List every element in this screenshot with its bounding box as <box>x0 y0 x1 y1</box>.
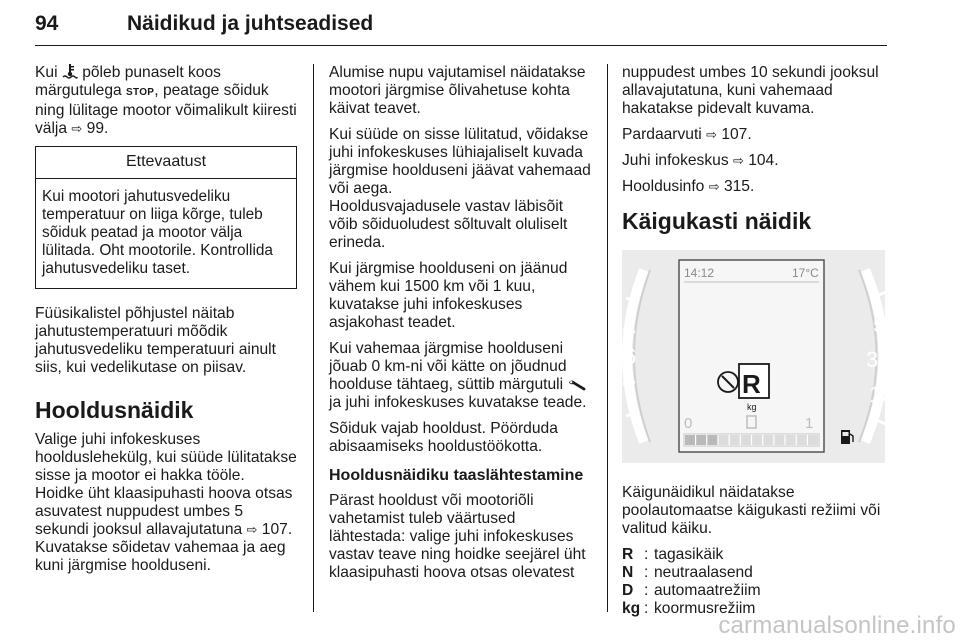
continued-paragraph: nuppudest umbes 10 sekundi jooksul allavajutatuna, kuni vahemaad hakatakse pidevalt kuvama. <box>622 64 879 117</box>
gauge-right-label-2: 30 <box>866 347 891 372</box>
service-page-paragraph <box>35 431 297 575</box>
mileage-paragraph: Hooldusvajadusele vastav läbisõit võib sõiduoludest sõltuvalt oluliselt erineda. <box>329 198 568 251</box>
gear-indicator-heading: Käigukasti näidik <box>622 208 812 234</box>
gear-mode-sub: kg <box>747 402 757 412</box>
caution-body: Kui mootori jahutusvedeliku temperatuur on liiga kõrge, tuleb sõiduk peatad ja mootor välja lülitada. Oht mootorile. Kontrollida jahutusvedeliku taset. <box>42 188 273 277</box>
legend-value: koormusrežiim <box>654 600 756 617</box>
text: . <box>749 178 755 195</box>
arrow-icon: ⇨ <box>71 121 83 136</box>
workshop-paragraph: Sõiduk vajab hooldust. Pöörduda abisaamiseks hooldustöökotta. <box>329 420 558 455</box>
fuel-segment <box>707 435 717 445</box>
text: ja juhi infokeskuses kuvatakse teade. <box>329 394 587 411</box>
text: Hooldusinfo <box>622 178 709 195</box>
arrow-icon: ⇨ <box>708 179 720 194</box>
fuel-segment <box>763 435 773 445</box>
text: Kui <box>35 64 62 81</box>
fuel-segment <box>730 435 740 445</box>
xref-driver-info <box>622 152 884 170</box>
gear-indicator-paragraph: Käigunäidikul näidatakse poolautomaatse käigukasti režiimi või valitud käiku. <box>622 484 881 537</box>
stop-indicator: STOP <box>126 87 155 98</box>
text: Valige juhi infokeskuses hoolduslehekülg, kui süüde lülitatakse sisse ja mootor ei hakka tööle. Hoidke üht klaasipuhasti hoova otsas asuvatest nuppudest umbes 5 sekundi jooksul allavajutatuna <box>35 431 297 538</box>
text: Pardaarvuti <box>622 126 707 143</box>
legend-value: tagasikäik <box>654 546 724 563</box>
column-2 <box>329 64 591 590</box>
service-indicator-heading: Hooldusnäidik <box>35 397 194 423</box>
caution-box <box>35 146 297 289</box>
reset-heading: Hooldusnäidiku taaslähtestamine <box>329 467 584 484</box>
text: . Kuvatakse sõidetav vahemaa ja aeg kuni järgmise hoolduseni. <box>35 521 293 574</box>
page-number: 94 <box>35 12 59 35</box>
oil-change-paragraph: Alumise nupu vajutamisel näidatakse mootori järgmise õlivahetuse kohta käivat teavet. <box>329 64 586 117</box>
page-ref[interactable]: 315 <box>723 178 750 195</box>
fuel-segment <box>752 435 762 445</box>
page-title: Näidikud ja juhtseadised <box>127 12 374 35</box>
legend-value: neutraalasend <box>654 564 753 581</box>
xref-service-info <box>622 178 884 196</box>
arrow-icon: ⇨ <box>706 127 717 142</box>
gear-letter: R <box>742 369 761 399</box>
ignition-paragraph: Kui süüde on sisse lülitatud, võidakse juhi infokeskuses lühiajaliselt kuvada järgmise hoolduseni jäävat vahemaad või aega. <box>329 126 591 197</box>
page-header <box>35 2 887 46</box>
fuel-segment <box>786 435 796 445</box>
column-divider-1 <box>313 64 314 612</box>
fuel-max-label: 1 <box>805 415 814 432</box>
fuel-segment <box>719 435 729 445</box>
gauge-right-label-3: 10 <box>869 382 894 407</box>
legend-value: automaatrežiim <box>654 582 761 599</box>
fuel-segment <box>741 435 751 445</box>
arrow-icon: ⇨ <box>732 153 744 168</box>
coolant-temperature-icon <box>62 64 78 79</box>
fuel-segment <box>774 435 784 445</box>
legend-sep: : <box>644 582 649 599</box>
legend-key: R <box>622 546 634 563</box>
fuel-segment <box>808 435 818 445</box>
cluster-illustration <box>622 250 894 463</box>
column-1 <box>35 64 297 583</box>
fuel-segment <box>696 435 706 445</box>
text: , peatage sõiduk ning lülitage mootor võimalikult kiiresti välja <box>35 82 297 137</box>
fuel-segment <box>797 435 807 445</box>
display-temperature: 17°C <box>792 266 819 280</box>
page-ref[interactable]: 104 <box>748 152 775 169</box>
legend-key: D <box>622 582 634 599</box>
arrow-icon: ⇨ <box>246 522 258 537</box>
text: . <box>774 152 779 169</box>
caution-title: Ettevaatust <box>36 147 296 179</box>
gear-legend <box>622 546 884 618</box>
legend-sep: : <box>644 546 649 563</box>
reset-paragraph: Pärast hooldust või mootoriõli vahetamist tuleb väärtused lähtestada: valige juhi infokeskuses vastav teave ning hoidke seejärel üht klaasipuhasti hoova otsas olevatest <box>329 492 586 581</box>
xref-trip-computer <box>622 126 884 144</box>
text: Kui vahemaa järgmise hoolduseni jõuab 0 km-ni või kätte on jõudnud hoolduse tähtaeg, süttib märgutuli <box>329 340 568 393</box>
page-ref[interactable]: 99 <box>86 120 105 137</box>
column-3 <box>622 64 894 618</box>
legend-key: N <box>622 564 634 581</box>
legend-sep: : <box>644 600 649 617</box>
gauge-right-label-1: 5 <box>873 312 886 337</box>
service-due-paragraph <box>329 340 591 412</box>
gauge-left-label: 6 <box>624 344 637 369</box>
column-divider-2 <box>607 64 608 612</box>
page-ref[interactable]: 107 <box>261 521 288 538</box>
text: . <box>747 126 752 143</box>
text: Juhi infokeskus <box>622 152 733 169</box>
watermark: carmanualsonline.info <box>718 612 956 639</box>
coolant-warning-paragraph <box>35 64 297 138</box>
reminder-paragraph: Kui järgmise hoolduseni on jäänud vähem kui 1500 km või 1 kuu, kuvatakse juhi infokeskuses asjakohast teadet. <box>329 260 568 331</box>
fuel-min-label: 0 <box>684 415 693 432</box>
text: põleb punaselt koos märgutulega <box>35 64 221 99</box>
info-display <box>679 260 824 452</box>
legend-key: kg <box>622 600 641 617</box>
text: . <box>104 120 109 137</box>
page-ref[interactable]: 107 <box>721 126 748 143</box>
display-time: 14:12 <box>684 266 715 280</box>
physics-paragraph: Füüsikalistel põhjustel näitab jahutustemperatuuri mõõdik jahutusvedeliku temperatuuri ainult siis, kui vedelikutase on piisav. <box>35 305 276 376</box>
fuel-segment <box>685 435 695 445</box>
header-rule <box>35 45 887 46</box>
wrench-icon <box>567 379 587 391</box>
legend-sep: : <box>644 564 649 581</box>
